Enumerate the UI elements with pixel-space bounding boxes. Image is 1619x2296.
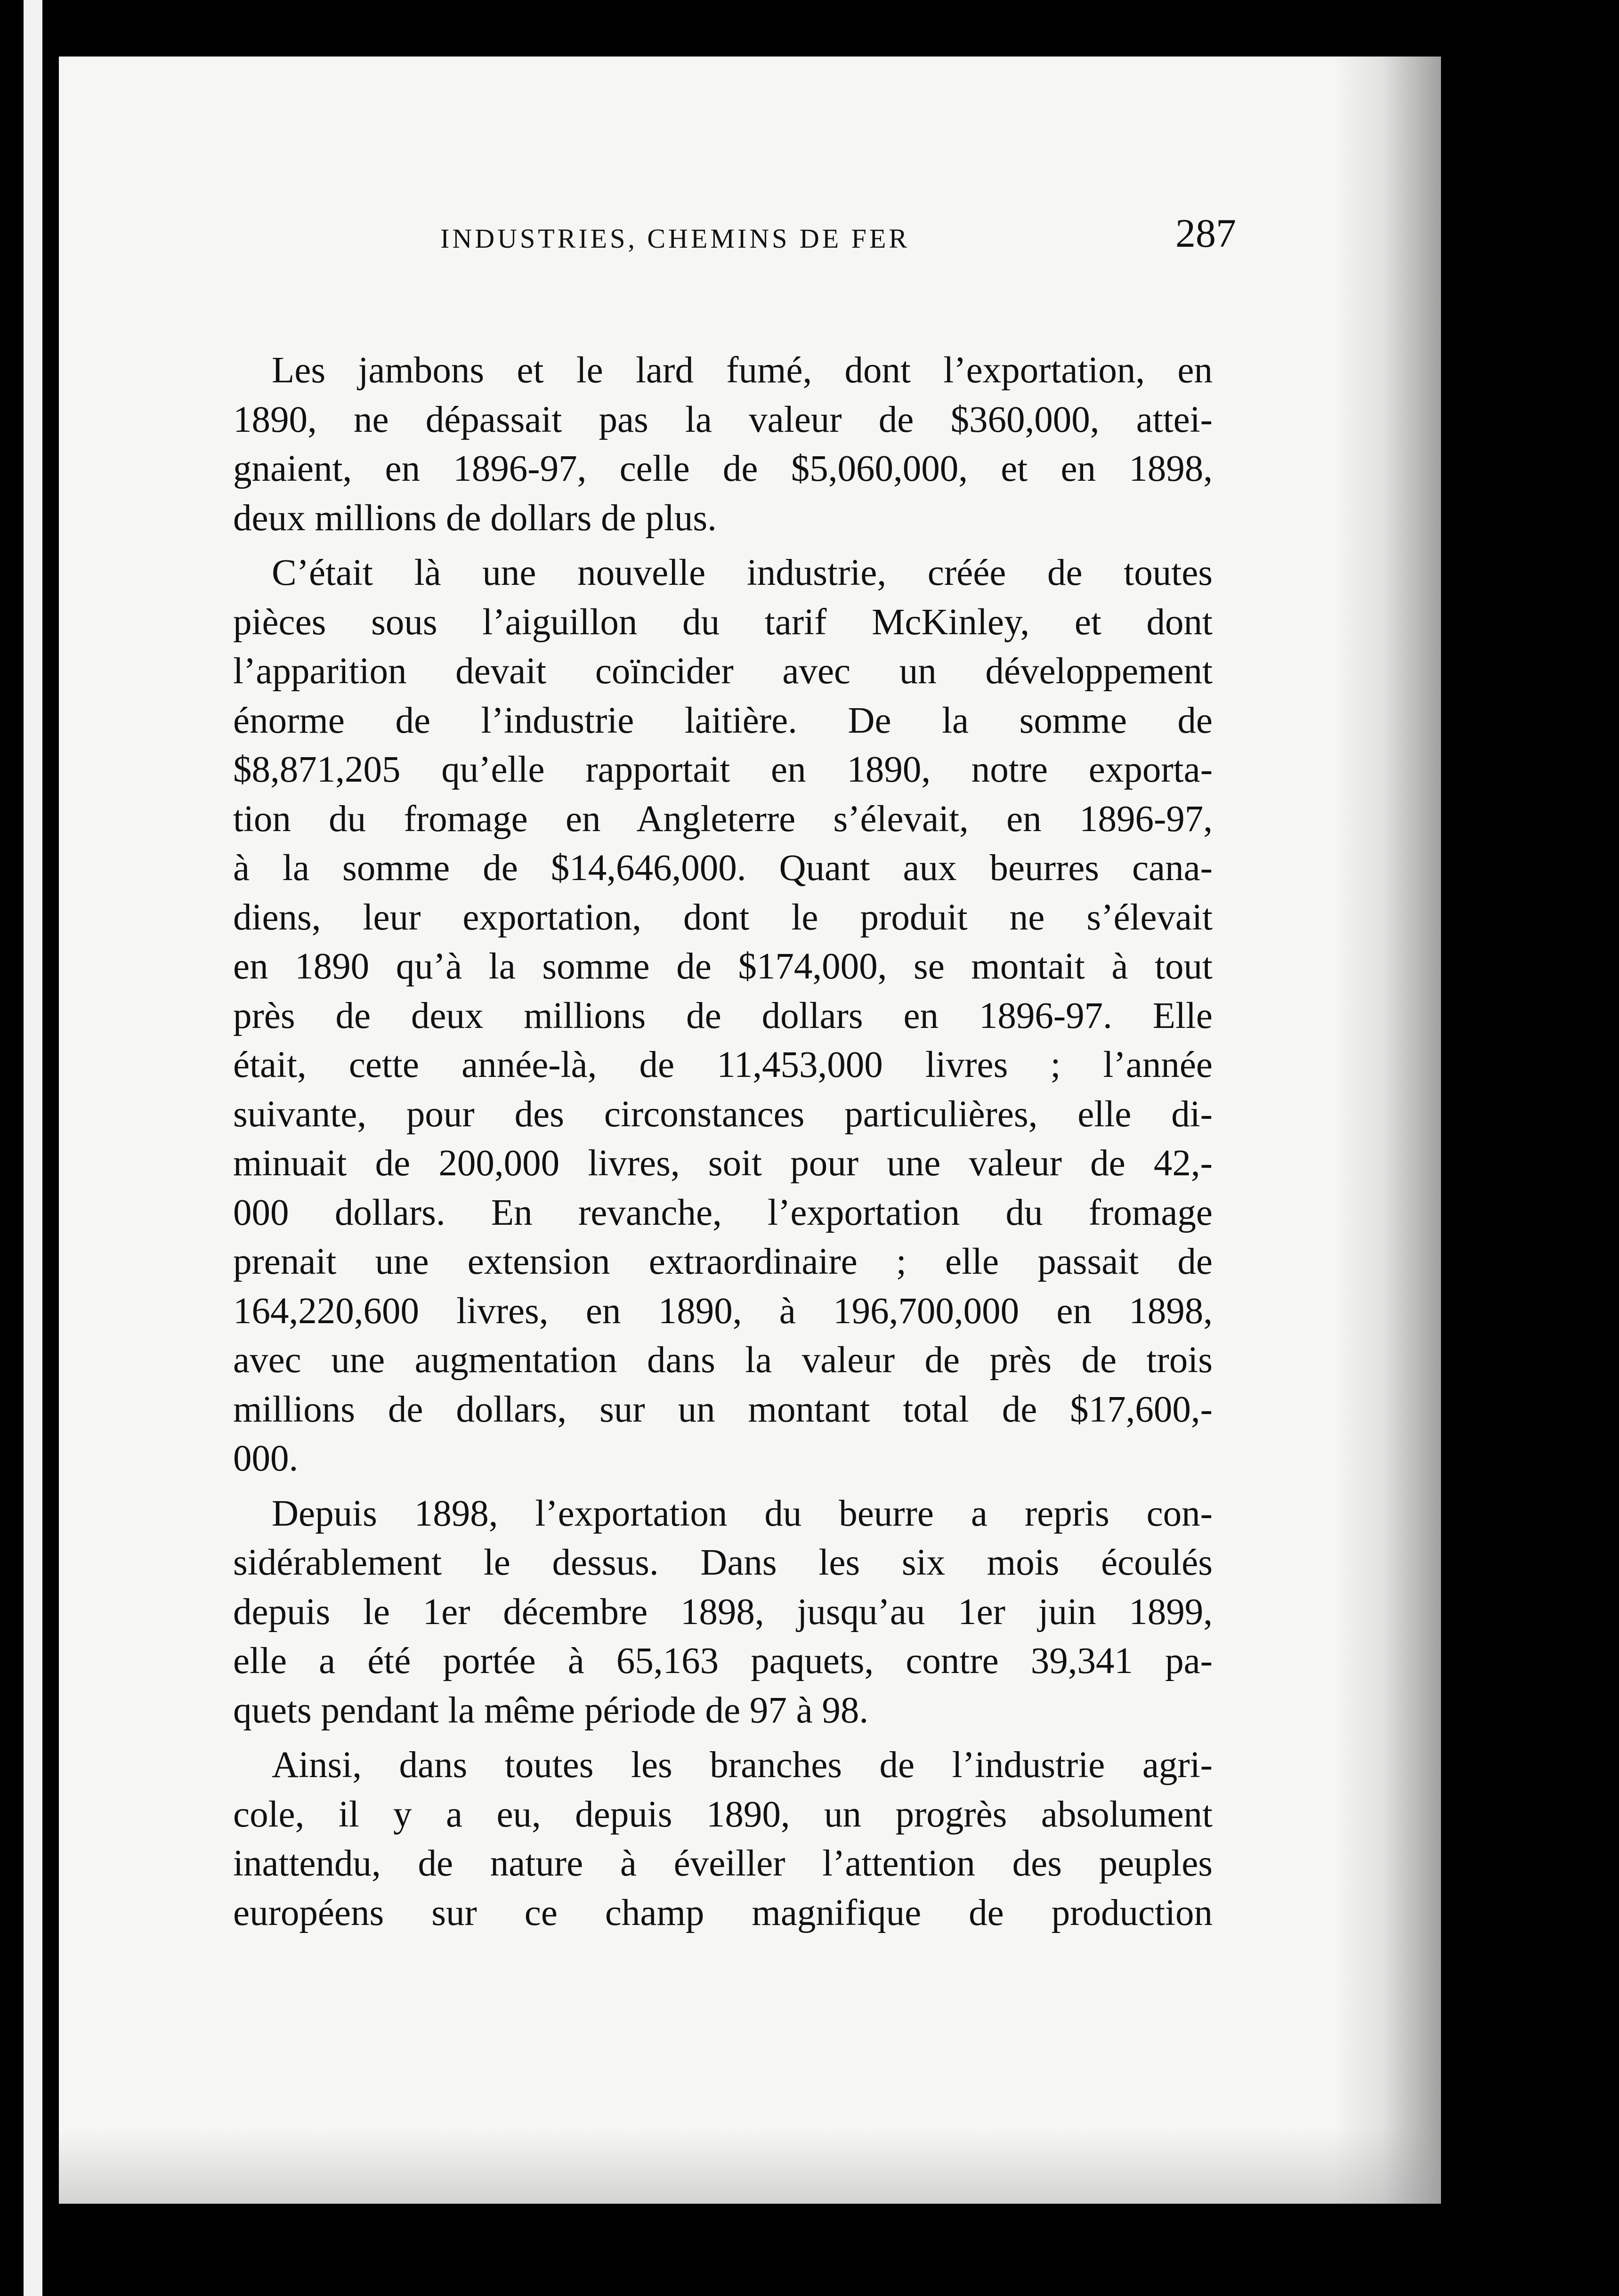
text-line: deux millions de dollars de plus. <box>233 497 717 539</box>
text-line: gnaient, en 1896-97, celle de $5,060,000, et en 1898, <box>233 448 1213 489</box>
paragraph <box>233 346 1213 543</box>
text-line: 164,220,600 livres, en 1890, à 196,700,000 en 1898, <box>233 1290 1213 1332</box>
text-line: énorme de l’industrie laitière. De la somme de <box>233 700 1213 741</box>
text-line: près de deux millions de dollars en 1896-97. Elle <box>233 995 1213 1036</box>
body-text <box>233 346 1213 1938</box>
paragraph <box>233 1741 1213 1938</box>
text-line: Les jambons et le lard fumé, dont l’exportation, en <box>272 350 1213 391</box>
text-line: avec une augmentation dans la valeur de près de trois <box>233 1340 1213 1381</box>
text-line: sidérablement le dessus. Dans les six mois écoulés <box>233 1542 1213 1583</box>
text-line: C’était là une nouvelle industrie, créée de toutes <box>272 552 1213 593</box>
text-line: elle a été portée à 65,163 paquets, contre 39,341 pa- <box>233 1641 1213 1682</box>
paragraph-gap <box>233 1735 1213 1741</box>
page-edge-shadow <box>1333 57 1441 2204</box>
text-line: quets pendant la même période de 97 à 98. <box>233 1690 869 1731</box>
text-line: 000. <box>233 1438 299 1479</box>
paragraph <box>233 1489 1213 1736</box>
page-bottom-shadow <box>59 2128 1441 2204</box>
text-line: millions de dollars, sur un montant total de $17,600,- <box>233 1389 1213 1430</box>
scan-left-border <box>24 0 42 2296</box>
text-line: Ainsi, dans toutes les branches de l’industrie agri- <box>272 1745 1213 1786</box>
text-line: 1890, ne dépassait pas la valeur de $360,000, attei- <box>233 399 1213 440</box>
text-line: prenait une extension extraordinaire ; elle passait de <box>233 1241 1213 1282</box>
text-line: l’apparition devait coïncider avec un développement <box>233 651 1213 692</box>
paragraph-gap <box>233 543 1213 549</box>
text-line: européens sur ce champ magnifique de production <box>233 1892 1213 1933</box>
text-line: diens, leur exportation, dont le produit ne s’élevait <box>233 897 1213 938</box>
text-line: 000 dollars. En revanche, l’exportation du fromage <box>233 1192 1213 1233</box>
text-line: était, cette année-là, de 11,453,000 livres ; l’année <box>233 1044 1213 1085</box>
text-line: suivante, pour des circonstances particulières, elle di- <box>233 1093 1213 1135</box>
text-line: Depuis 1898, l’exportation du beurre a repris con- <box>272 1493 1213 1534</box>
text-line: depuis le 1er décembre 1898, jusqu’au 1er juin 1899, <box>233 1591 1213 1633</box>
text-line: $8,871,205 qu’elle rapportait en 1890, notre exporta- <box>233 749 1213 790</box>
text-line: cole, il y a eu, depuis 1890, un progrès absolument <box>233 1794 1213 1835</box>
text-line: à la somme de $14,646,000. Quant aux beurres cana- <box>233 848 1213 889</box>
text-line: pièces sous l’aiguillon du tarif McKinley, et dont <box>233 601 1213 643</box>
text-line: en 1890 qu’à la somme de $174,000, se montait à tout <box>233 946 1213 987</box>
paragraph-gap <box>233 1484 1213 1489</box>
text-line: inattendu, de nature à éveiller l’attention des peuples <box>233 1843 1213 1884</box>
page-header <box>177 210 1236 271</box>
text-line: minuait de 200,000 livres, soit pour une valeur de 42,- <box>233 1143 1213 1184</box>
paragraph <box>233 549 1213 1484</box>
running-head: INDUSTRIES, CHEMINS DE FER <box>440 223 910 254</box>
text-line: tion du fromage en Angleterre s’élevait, en 1896-97, <box>233 798 1213 840</box>
page-number: 287 <box>1175 210 1236 256</box>
